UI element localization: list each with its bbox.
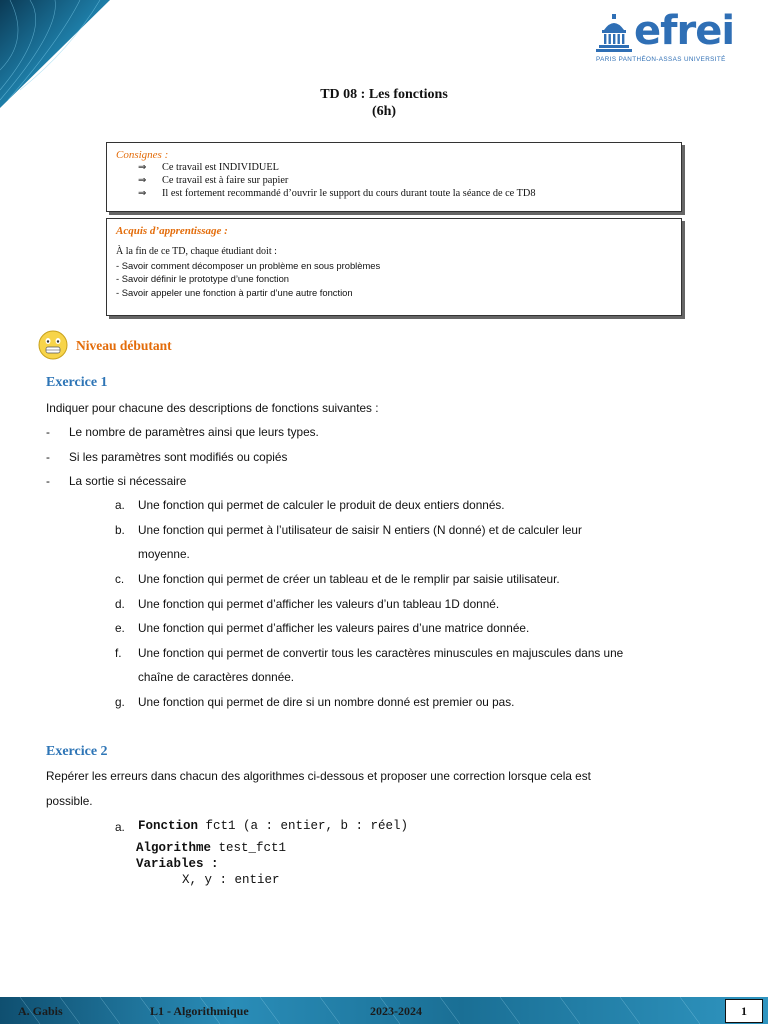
list-item: ⇒ Il est fortement recommandé d’ouvrir le support du cours durant toute la séance de ce TD8 — [138, 188, 536, 199]
consignes-title: Consignes : — [116, 149, 169, 161]
list-item: Le nombre de paramètres ainsi que leurs types. — [69, 425, 319, 439]
efrei-logo — [596, 8, 748, 66]
exercise2-title: Exercice 2 — [46, 744, 108, 759]
list-item-continuation: moyenne. — [138, 547, 190, 561]
list-item: Une fonction qui permet à l’utilisateur de saisir N entiers (N donné) et de calculer leur — [138, 523, 582, 537]
list-letter: a. — [115, 820, 125, 834]
list-item: Une fonction qui permet de dire si un nombre donné est premier ou pas. — [138, 695, 515, 709]
list-item: Si les paramètres sont modifiés ou copiés — [69, 450, 288, 464]
list-letter: a. — [115, 498, 125, 512]
exercise2-intro-continuation: possible. — [46, 794, 93, 808]
list-letter: c. — [115, 572, 125, 586]
dash-bullet: - — [46, 450, 50, 464]
arrow-right-icon: ⇒ — [138, 175, 147, 186]
exercise1-intro: Indiquer pour chacune des descriptions de fonctions suivantes : — [46, 401, 379, 415]
footer-course: L1 - Algorithmique — [150, 1004, 249, 1018]
list-item: - Savoir appeler une fonction à partir d’une autre fonction — [116, 286, 353, 298]
arrow-right-icon: ⇒ — [138, 162, 147, 173]
footer-author: A. Gabis — [18, 1004, 63, 1018]
smiley-icon — [38, 330, 68, 360]
dash-bullet: - — [46, 474, 50, 488]
logo-wordmark: efrei — [634, 8, 735, 54]
list-letter: f. — [115, 646, 122, 660]
arrow-right-icon: ⇒ — [138, 188, 147, 199]
list-item: ⇒ Ce travail est à faire sur papier — [138, 175, 289, 186]
list-item: - Savoir définir le prototype d’une fonction — [116, 273, 290, 285]
list-item-continuation: chaîne de caractères donnée. — [138, 670, 295, 684]
list-item: - Savoir comment décomposer un problème en sous problèmes — [116, 259, 381, 271]
list-item: La sortie si nécessaire — [69, 474, 187, 488]
list-item: Une fonction qui permet de calculer le produit de deux entiers donnés. — [138, 498, 505, 512]
list-item: Une fonction qui permet de créer un tableau et de le remplir par saisie utilisateur. — [138, 572, 560, 586]
list-letter: g. — [115, 695, 125, 709]
acquis-title: Acquis d’apprentissage : — [116, 225, 228, 237]
exercise2-intro: Repérer les erreurs dans chacun des algorithmes ci-dessous et proposer une correction lorsque cela est — [46, 769, 591, 783]
list-letter: b. — [115, 523, 125, 537]
pantheon-icon — [596, 14, 632, 54]
page-duration: (6h) — [371, 104, 397, 119]
list-item: Une fonction qui permet d’afficher les valeurs d’un tableau 1D donné. — [138, 597, 500, 611]
code-line-vars: X, y : entier — [182, 873, 280, 887]
list-letter: e. — [115, 621, 125, 635]
code-line-signature: Fonction fct1 (a : entier, b : réel) — [138, 819, 409, 833]
list-item: Une fonction qui permet de convertir tous les caractères minuscules en majuscules dans une — [138, 646, 624, 660]
list-item: Une fonction qui permet d’afficher les valeurs paires d’une matrice donnée. — [138, 621, 530, 635]
acquis-intro: À la fin de ce TD, chaque étudiant doit : — [116, 246, 277, 257]
code-line-variables: Variables : — [136, 857, 219, 871]
list-letter: d. — [115, 597, 125, 611]
code-line-algorithme: Algorithme test_fct1 — [136, 841, 287, 855]
list-item: ⇒ Ce travail est INDIVIDUEL — [138, 162, 279, 173]
acquis-box — [106, 218, 682, 316]
level-label: Niveau débutant — [76, 338, 172, 353]
consignes-box — [106, 142, 682, 212]
page-number-box — [725, 999, 763, 1023]
dash-bullet: - — [46, 425, 50, 439]
logo-subtitle: PARIS PANTHÉON-ASSAS UNIVERSITÉ — [596, 56, 726, 63]
exercise1-title: Exercice 1 — [46, 375, 108, 390]
page-title: TD 08 : Les fonctions — [320, 87, 448, 102]
footer-year: 2023-2024 — [370, 1004, 422, 1018]
page-number: 1 — [741, 1004, 747, 1018]
